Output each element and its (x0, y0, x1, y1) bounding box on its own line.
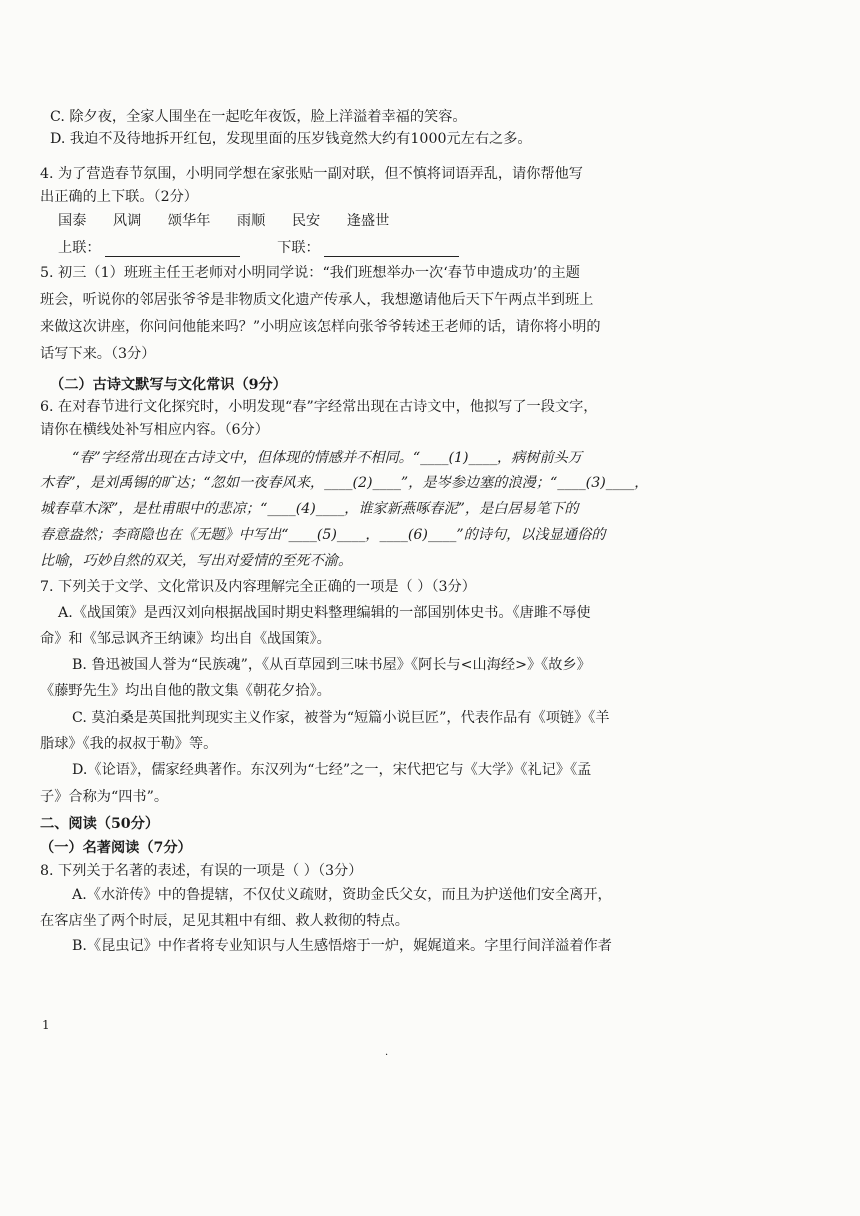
word-item: 逢盛世 (346, 213, 390, 229)
upper-couplet-label: 上联： (58, 240, 101, 256)
word-item: 风调 (112, 213, 142, 229)
question-8-option-a1: A.《水浒传》中的鲁提辖，不仅仗义疏财，资助金氏父女，而且为护送他们安全离开， (72, 887, 612, 903)
question-4-line2: 出正确的上下联。（2分） (40, 189, 198, 205)
question-7-option-a2: 命》和《邹忌讽齐王纳谏》均出自《战国策》。 (40, 631, 331, 647)
word-item: 民安 (291, 213, 321, 229)
section-heading-reading: 二、阅读（50分） (40, 816, 160, 832)
poetry-passage-line4: 春意盎然；李商隐也在《无题》中写出“____(5)____，____(6)____”的诗句，以浅显通俗的 (40, 527, 606, 543)
section-heading-classics: （一）名著阅读（7分） (40, 840, 192, 856)
lower-couplet-label: 下联： (277, 240, 320, 256)
poetry-passage-line5: 比喻，巧妙自然的双关，写出对爱情的至死不渝。 (40, 553, 353, 569)
word-item: 颂华年 (167, 213, 211, 229)
question-8: 8. 下列关于名著的表述，有误的一项是（ ）（3分） (40, 863, 363, 879)
question-5-line1: 5. 初三（1）班班主任王老师对小明同学说：“我们班想举办一次‘春节申遗成功’的主题 (40, 265, 580, 281)
question-4-line1: 4. 为了营造春节氛围，小明同学想在家张贴一副对联，但不慎将词语弄乱，请你帮他写 (40, 166, 583, 182)
section-heading-poetry: （二）古诗文默写与文化常识（9分） (50, 377, 287, 393)
question-5-line2: 班会，听说你的邻居张爷爷是非物质文化遗产传承人，我想邀请他后天下午两点半到班上 (40, 292, 594, 308)
question-7-option-d1: D.《论语》，儒家经典著作。东汉列为“七经”之一，宋代把它与《大学》《礼记》《孟 (72, 762, 592, 778)
poetry-passage-line1: “春”字经常出现在古诗文中，但体现的情感并不相同。“____(1)____，病树前头万 (72, 450, 583, 466)
question-6-line2: 请你在横线处补写相应内容。（6分） (40, 422, 269, 438)
question-7: 7. 下列关于文学、文化常识及内容理解完全正确的一项是（ ）（3分） (40, 579, 476, 595)
option-d: D. 我迫不及待地拆开红包，发现里面的压岁钱竟然大约有1000元左右之多。 (50, 131, 532, 147)
question-5-line3: 来做这次讲座，你问问他能来吗？”小明应该怎样向张爷爷转述王老师的话，请你将小明的 (40, 319, 601, 335)
question-7-option-b2: 《藤野先生》均出自他的散文集《朝花夕拾》。 (40, 683, 331, 699)
poetry-passage-line2: 木春”，是刘禹锡的旷达；“忽如一夜春风来，____(2)____”，是岑参边塞的浪漫；“____(3)____， (40, 475, 649, 491)
question-7-option-a1: A.《战国策》是西汉刘向根据战国时期史料整理编辑的一部国别体史书。《唐雎不辱使 (58, 605, 591, 621)
word-item: 雨顺 (236, 213, 266, 229)
lower-couplet-blank[interactable] (324, 242, 459, 257)
poetry-passage-line3: 城春草木深”，是杜甫眼中的悲凉；“____(4)____，谁家新燕啄春泥”，是白居易笔下的 (40, 501, 579, 517)
option-c: C. 除夕夜，全家人围坐在一起吃年夜饭，脸上洋溢着幸福的笑容。 (50, 109, 467, 125)
question-7-option-d2: 子》合称为“四书”。 (40, 789, 169, 805)
question-5-line4: 话写下来。（3分） (40, 346, 156, 362)
couplet-word-list (58, 212, 848, 230)
couplet-answer-row (58, 239, 848, 257)
word-item: 国泰 (58, 213, 87, 229)
question-8-option-b1: B.《昆虫记》中作者将专业知识与人生感悟熔于一炉，娓娓道来。字里行间洋溢着作者 (72, 938, 612, 954)
scan-speck: · (385, 1050, 389, 1061)
question-6-line1: 6. 在对春节进行文化探究时，小明发现“春”字经常出现在古诗文中，他拟写了一段文字， (40, 399, 598, 415)
page-number: 1 (42, 1018, 50, 1032)
question-7-option-c2: 脂球》《我的叔叔于勒》等。 (40, 736, 218, 752)
upper-couplet-blank[interactable] (105, 242, 240, 257)
question-7-option-c1: C. 莫泊桑是英国批判现实主义作家，被誉为“短篇小说巨匠”，代表作品有《项链》《羊 (72, 710, 610, 726)
question-8-option-a2: 在客店坐了两个时辰，足见其粗中有细、救人救彻的特点。 (40, 913, 409, 929)
question-7-option-b1: B. 鲁迅被国人誉为“民族魂”，《从百草园到三味书屋》《阿长与<山海经>》《故乡》 (72, 657, 591, 673)
